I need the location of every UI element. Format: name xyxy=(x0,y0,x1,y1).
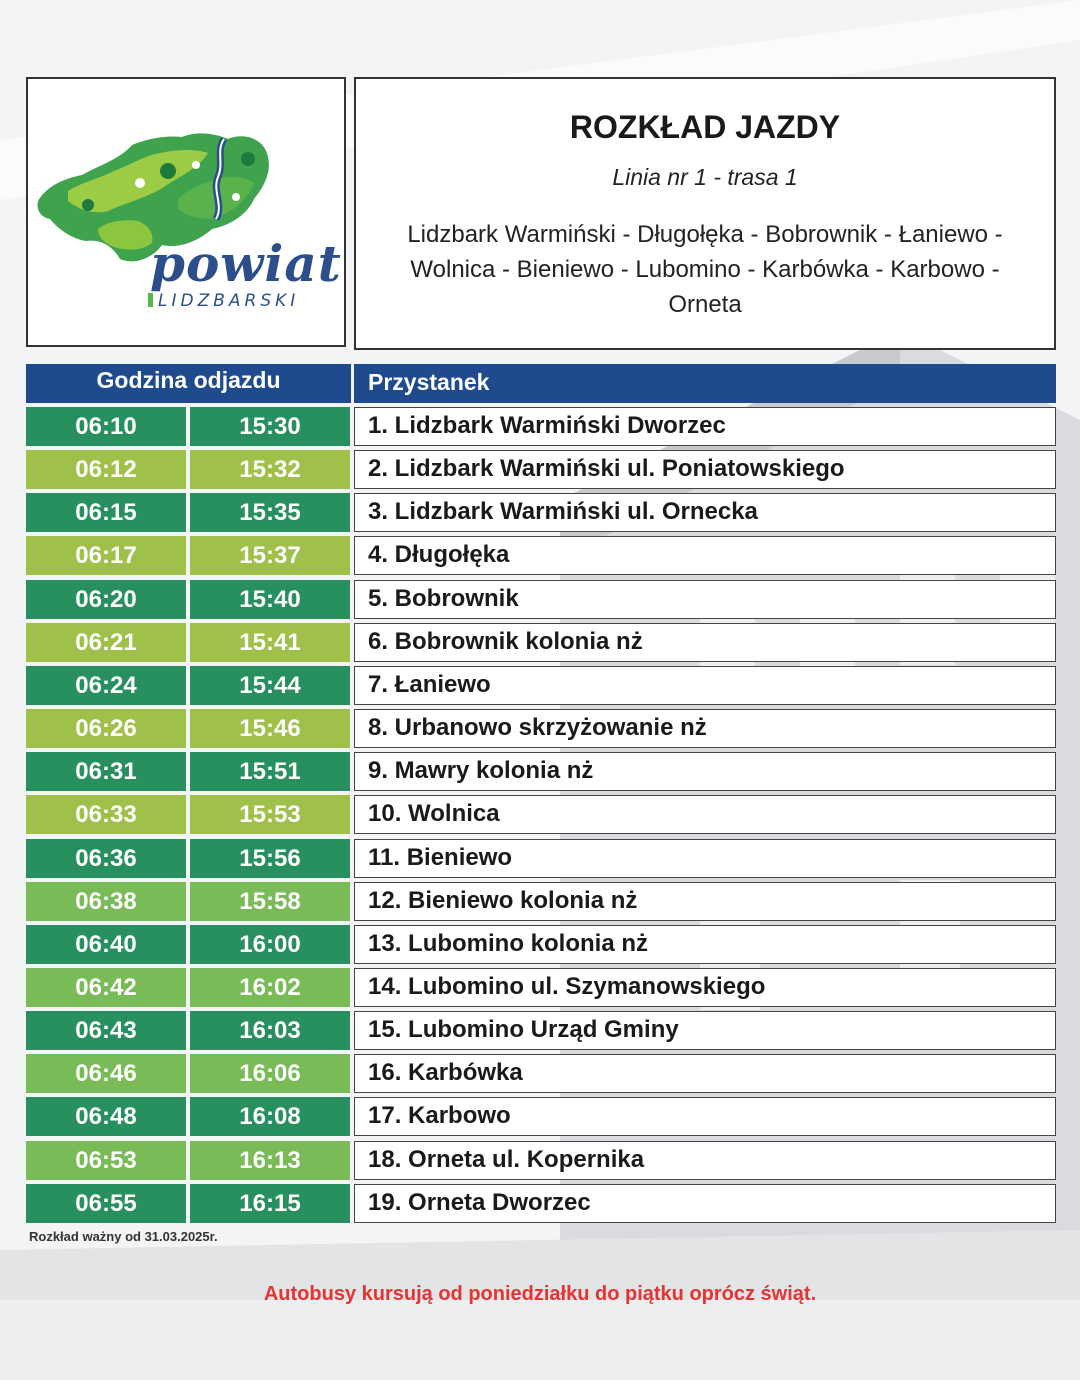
afternoon-departure-time: 15:32 xyxy=(190,450,350,489)
table-row xyxy=(0,580,1080,619)
stop-name: 12. Bieniewo kolonia nż xyxy=(354,882,1056,921)
afternoon-departure-time: 16:00 xyxy=(190,925,350,964)
stop-name: 4. Długołęka xyxy=(354,536,1056,575)
morning-departure-time: 06:48 xyxy=(26,1097,186,1136)
afternoon-departure-time: 16:06 xyxy=(190,1054,350,1093)
afternoon-departure-time: 15:53 xyxy=(190,795,350,834)
departure-time-header: Godzina odjazdu xyxy=(26,364,351,403)
morning-departure-time: 06:21 xyxy=(26,623,186,662)
table-row xyxy=(0,407,1080,446)
afternoon-departure-time: 15:41 xyxy=(190,623,350,662)
morning-departure-time: 06:15 xyxy=(26,493,186,532)
morning-departure-time: 06:38 xyxy=(26,882,186,921)
afternoon-departure-time: 15:30 xyxy=(190,407,350,446)
afternoon-departure-time: 16:03 xyxy=(190,1011,350,1050)
stop-name: 2. Lidzbark Warmiński ul. Poniatowskiego xyxy=(354,450,1056,489)
stop-name: 7. Łaniewo xyxy=(354,666,1056,705)
morning-departure-time: 06:33 xyxy=(26,795,186,834)
afternoon-departure-time: 15:51 xyxy=(190,752,350,791)
stop-name: 19. Orneta Dworzec xyxy=(354,1184,1056,1223)
table-row xyxy=(0,1097,1080,1136)
table-row xyxy=(0,666,1080,705)
morning-departure-time: 06:36 xyxy=(26,839,186,878)
logo-wordmark: powiat xyxy=(150,234,342,293)
afternoon-departure-time: 15:44 xyxy=(190,666,350,705)
stop-name: 18. Orneta ul. Kopernika xyxy=(354,1141,1056,1180)
stop-name: 3. Lidzbark Warmiński ul. Ornecka xyxy=(354,493,1056,532)
page-title: ROZKŁAD JAZDY xyxy=(569,109,841,145)
afternoon-departure-time: 15:37 xyxy=(190,536,350,575)
stop-name: 16. Karbówka xyxy=(354,1054,1056,1093)
stop-header: Przystanek xyxy=(354,364,1056,403)
table-row xyxy=(0,709,1080,748)
table-row xyxy=(0,1054,1080,1093)
table-row xyxy=(0,536,1080,575)
stop-name: 9. Mawry kolonia nż xyxy=(354,752,1056,791)
route-description: Lidzbark Warmiński - Długołęka - Bobrownik - Łaniewo - Wolnica - Bieniewo - Lubomino - Karbówka - Karbowo - Orneta xyxy=(407,221,1003,318)
morning-departure-time: 06:46 xyxy=(26,1054,186,1093)
stop-name: 6. Bobrownik kolonia nż xyxy=(354,623,1056,662)
morning-departure-time: 06:26 xyxy=(26,709,186,748)
logo-panel xyxy=(26,77,346,347)
table-row xyxy=(0,752,1080,791)
afternoon-departure-time: 15:35 xyxy=(190,493,350,532)
morning-departure-time: 06:40 xyxy=(26,925,186,964)
stop-name: 17. Karbowo xyxy=(354,1097,1056,1136)
table-row xyxy=(0,925,1080,964)
validity-note: Rozkład ważny od 31.03.2025r. xyxy=(29,1229,218,1244)
line-subtitle: Linia nr 1 - trasa 1 xyxy=(612,164,798,190)
stop-name: 1. Lidzbark Warmiński Dworzec xyxy=(354,407,1056,446)
title-panel xyxy=(354,77,1056,350)
table-row xyxy=(0,795,1080,834)
morning-departure-time: 06:20 xyxy=(26,580,186,619)
table-row xyxy=(0,839,1080,878)
afternoon-departure-time: 16:15 xyxy=(190,1184,350,1223)
morning-departure-time: 06:53 xyxy=(26,1141,186,1180)
stop-name: 10. Wolnica xyxy=(354,795,1056,834)
stop-name: 14. Lubomino ul. Szymanowskiego xyxy=(354,968,1056,1007)
morning-departure-time: 06:17 xyxy=(26,536,186,575)
table-row xyxy=(0,968,1080,1007)
stop-name: 13. Lubomino kolonia nż xyxy=(354,925,1056,964)
table-row xyxy=(0,1184,1080,1223)
stop-name: 8. Urbanowo skrzyżowanie nż xyxy=(354,709,1056,748)
afternoon-departure-time: 16:13 xyxy=(190,1141,350,1180)
afternoon-departure-time: 15:40 xyxy=(190,580,350,619)
afternoon-departure-time: 16:08 xyxy=(190,1097,350,1136)
stop-name: 15. Lubomino Urząd Gminy xyxy=(354,1011,1056,1050)
morning-departure-time: 06:10 xyxy=(26,407,186,446)
morning-departure-time: 06:24 xyxy=(26,666,186,705)
table-row xyxy=(0,450,1080,489)
stop-name: 11. Bieniewo xyxy=(354,839,1056,878)
morning-departure-time: 06:55 xyxy=(26,1184,186,1223)
table-row xyxy=(0,1141,1080,1180)
afternoon-departure-time: 15:46 xyxy=(190,709,350,748)
morning-departure-time: 06:43 xyxy=(26,1011,186,1050)
morning-departure-time: 06:31 xyxy=(26,752,186,791)
logo-subtitle: LIDZBARSKI xyxy=(158,291,300,311)
table-row xyxy=(0,1011,1080,1050)
stop-name: 5. Bobrownik xyxy=(354,580,1056,619)
table-row xyxy=(0,882,1080,921)
morning-departure-time: 06:42 xyxy=(26,968,186,1007)
afternoon-departure-time: 16:02 xyxy=(190,968,350,1007)
table-row xyxy=(0,493,1080,532)
afternoon-departure-time: 15:56 xyxy=(190,839,350,878)
morning-departure-time: 06:12 xyxy=(26,450,186,489)
table-row xyxy=(0,623,1080,662)
afternoon-departure-time: 15:58 xyxy=(190,882,350,921)
service-notice: Autobusy kursują od poniedziałku do piątku oprócz świąt. xyxy=(263,1283,817,1305)
